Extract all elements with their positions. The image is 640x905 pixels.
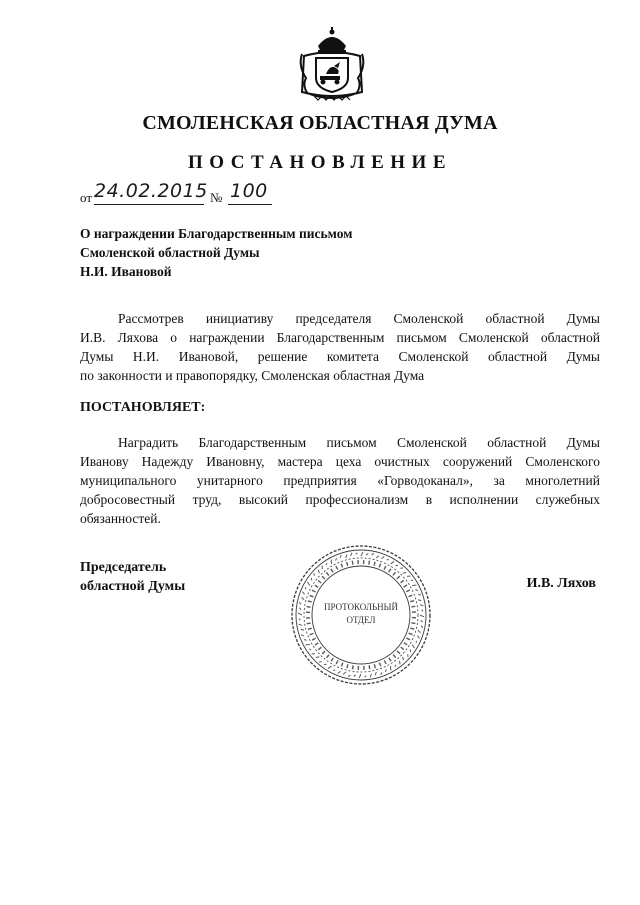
number-label: № <box>210 190 223 205</box>
document-subject <box>80 224 352 281</box>
organization-title: СМОЛЕНСКАЯ ОБЛАСТНАЯ ДУМА <box>142 112 498 134</box>
subject-line: О награждении Благодарственным письмом <box>80 226 353 241</box>
resolution-line: Наградить Благодарственным письмом Смоленской областной Думы <box>118 435 600 450</box>
document-type-title: ПОСТАНОВЛЕНИЕ <box>187 152 453 173</box>
resolution-line: Иванову Надежду Ивановну, мастера цеха очистных сооружений Смоленского <box>80 454 600 469</box>
resolve-heading: ПОСТАНОВЛЯЕТ: <box>80 400 206 415</box>
preamble-line: Думы Н.И. Ивановой, решение комитета Смоленской областной Думы <box>80 349 600 364</box>
document-date: 24.02.2015 <box>94 180 208 202</box>
date-underline <box>94 204 204 205</box>
signatory-title <box>80 558 185 596</box>
coat-of-arms-icon <box>296 26 368 102</box>
stamp-inner-text-1: ПРОТОКОЛЬНЫЙ <box>324 602 398 612</box>
preamble-line: И.В. Ляхова о награждении Благодарственным письмом Смоленской областной <box>80 330 600 345</box>
resolution-line: муниципального унитарного предприятия «Горводоканал», за многолетний <box>80 473 600 488</box>
document-number: 100 <box>230 180 268 202</box>
signatory-title-line: областной Думы <box>80 579 186 594</box>
resolution-paragraph <box>80 433 600 528</box>
resolution-line: обязанностей. <box>80 511 161 526</box>
resolution-line: добросовестный труд, высокий профессионализм в исполнении служебных <box>80 492 600 507</box>
date-from-label: от <box>80 190 93 205</box>
preamble-line: Рассмотрев инициативу председателя Смоленской областной Думы <box>118 311 600 326</box>
preamble-line: по законности и правопорядку, Смоленская областная Дума <box>80 368 425 383</box>
official-stamp <box>288 543 434 687</box>
stamp-inner-text-2: ОТДЕЛ <box>346 615 376 625</box>
subject-line: Смоленской областной Думы <box>80 245 260 260</box>
signatory-name: И.В. Ляхов <box>526 576 596 591</box>
signatory-title-line: Председатель <box>80 560 167 575</box>
number-underline <box>228 204 272 205</box>
subject-line: Н.И. Ивановой <box>80 264 172 279</box>
preamble-paragraph <box>80 309 600 385</box>
